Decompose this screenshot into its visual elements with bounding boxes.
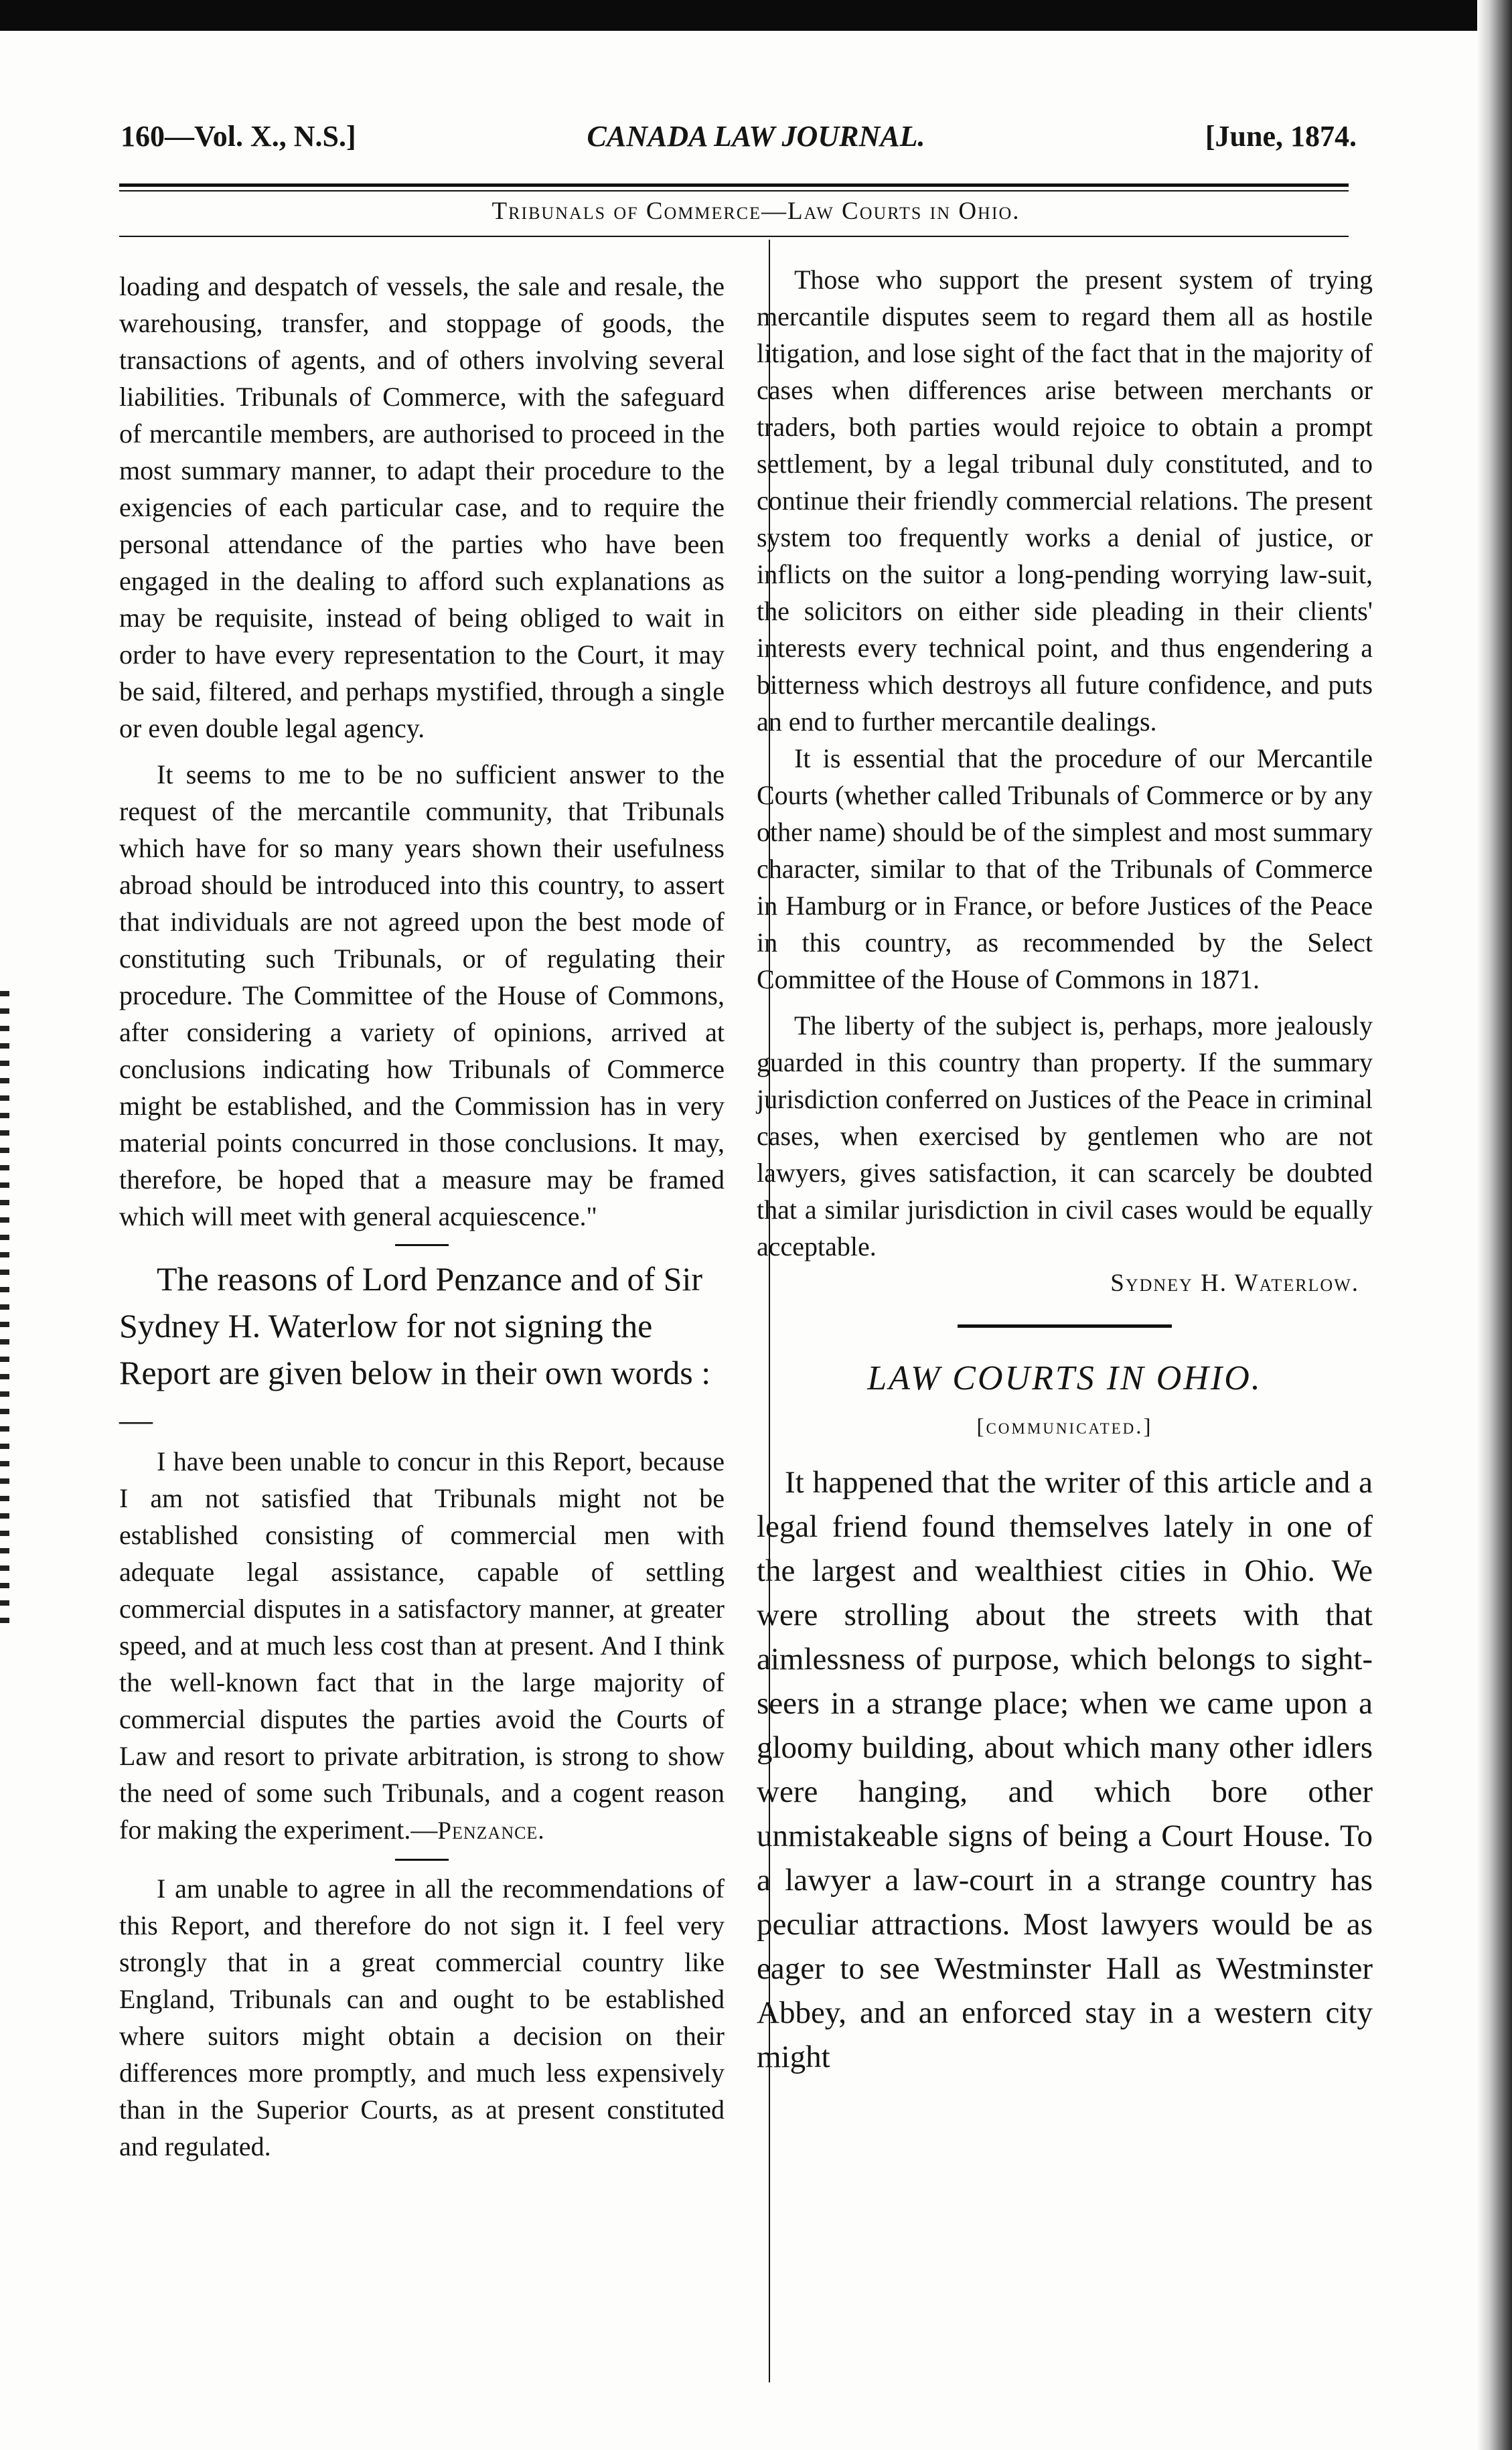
- header-rule-thick: [119, 183, 1349, 187]
- header-rule-thin: [119, 190, 1349, 192]
- waterlow-statement: I am unable to agree in all the recommendations of this Report, and therefore do not sign it. I feel very strongly that in a great commercial country like England, Tribunals can and ought to be established where suitors might obtain a decision on their differences more promptly, and much less expensively than in the Superior Courts, as at present constituted and regulated.: [119, 1873, 725, 2161]
- penzance-signature: Penzance.: [437, 1817, 545, 1845]
- right-paragraph-1: Those who support the present system of trying mercantile disputes seem to regard them all as hostile litigation, and lose sight of the fact that in the majority of cases when differences arise between merchants or traders, both parties would rejoice to obtain a prompt settlement, by a legal tribunal duly constituted, and to continue their friendly commercial relations. The present system too frequently works a denial of justice, or inflicts on the suitor a long-pending worrying law-suit, the solicitors on either side pleading in their clients' interests every technical point, and thus engendering a bitterness which destroys all future confidence, and puts an end to further mercantile dealings.: [757, 264, 1373, 737]
- section-rule: [119, 236, 1349, 237]
- penzance-text: I have been unable to concur in this Report, because I am not satisfied that Tribunals might not be established consisting of commercial men with adequate legal assistance, capable of settling commercial disputes in a satisfactory manner, at greater speed, and at much less cost than at present. And I think the well-known fact that in the large majority of commercial disputes the parties avoid the Courts of Law and resort to private arbitration, is strong to show the need of some such Tribunals, and a cogent reason for making the experiment.—: [119, 1446, 725, 1845]
- waterlow-signature: Sydney H. Waterlow.: [1110, 1270, 1359, 1297]
- article-title: LAW COURTS IN OHIO.: [867, 1359, 1262, 1397]
- reasons-intro: The reasons of Lord Penzance and of Sir Sydney H. Waterlow for not signing the Report are given below in their own words :—: [119, 1260, 711, 1438]
- left-paragraph-2: It seems to me to be no sufficient answer to the request of the mercantile community, that Tribunals which have for so many years shown their usefulness abroad should be introduced into this country, to assert that individuals are not agreed upon the best mode of constituting such Tribunals, or of regulating their procedure. The Committee of the House of Commons, after considering a variety of opinions, arrived at conclusions indicating how Tribunals of Commerce might be established, and the Commission has in very material points concurred in those conclusions. It may, therefore, be hoped that a measure may be framed which will meet with general acquiescence.": [119, 759, 725, 1231]
- left-paragraph-1: loading and despatch of vessels, the sale and resale, the warehousing, transfer, and stoppage of goods, the transactions of agents, and of others involving several liabilities. Tribunals of Commerce, with the safeguard of mercantile members, are authorised to proceed in the most summary manner, to adapt their procedure to the exigencies of each particular case, and to require the personal attendance of the parties who have been engaged in the dealing to afford such explanations as may be requisite, instead of being obliged to wait in order to have every representation to the Court, it may be said, filtered, and perhaps mystified, through a single or even double legal agency.: [119, 271, 725, 743]
- right-paragraph-3: The liberty of the subject is, perhaps, more jealously guarded in this country than property. If the summary jurisdiction conferred on Justices of the Peace in criminal cases, when exercised by gentlemen who are not lawyers, gives satisfaction, it can scarcely be doubted that a similar jurisdiction in civil cases would be equally acceptable.: [757, 1010, 1373, 1261]
- journal-title: CANADA LAW JOURNAL.: [587, 120, 925, 153]
- short-divider: [395, 1244, 449, 1246]
- penzance-statement: [119, 1443, 725, 1849]
- scan-top-border: [0, 0, 1512, 31]
- left-column: [119, 268, 725, 2165]
- right-paragraph-2: It is essential that the procedure of our Mercantile Courts (whether called Tribunals of Commerce or by any other name) should be of the simplest and most summary character, similar to that of the Tribunals of Commerce in Hamburg or in France, or before Justices of the Peace in this country, as recommended by the Select Committee of the House of Commons in 1871.: [757, 743, 1373, 994]
- right-column: [757, 261, 1373, 2079]
- section-title: Tribunals of Commerce—Law Courts in Ohio.: [492, 198, 1020, 225]
- article-paragraph-1: It happened that the writer of this article and a legal friend found themselves lately in one of the largest and wealthiest cities in Ohio. We were strolling about the streets with that aimlessness of purpose, which belongs to sight-seers in a strange place; when we came upon a gloomy building, about which many other idlers were hanging, and which bore other unmistakeable signs of being a Court House. To a lawyer a law-court in a strange country has peculiar attractions. Most lawyers would be as eager to see Westminster Hall as Westminster Abbey, and an enforced stay in a western city might: [757, 1465, 1373, 2074]
- article-divider: [958, 1324, 1172, 1328]
- page-number-volume: 160—Vol. X., N.S.]: [121, 120, 356, 153]
- short-divider-2: [395, 1859, 449, 1861]
- article-body: [757, 1460, 1373, 2079]
- article-subtitle: [communicated.]: [976, 1415, 1153, 1439]
- scan-right-border: [1477, 0, 1512, 2450]
- scan-margin-marks: [0, 991, 9, 1627]
- issue-date: [June, 1874.: [1205, 120, 1357, 153]
